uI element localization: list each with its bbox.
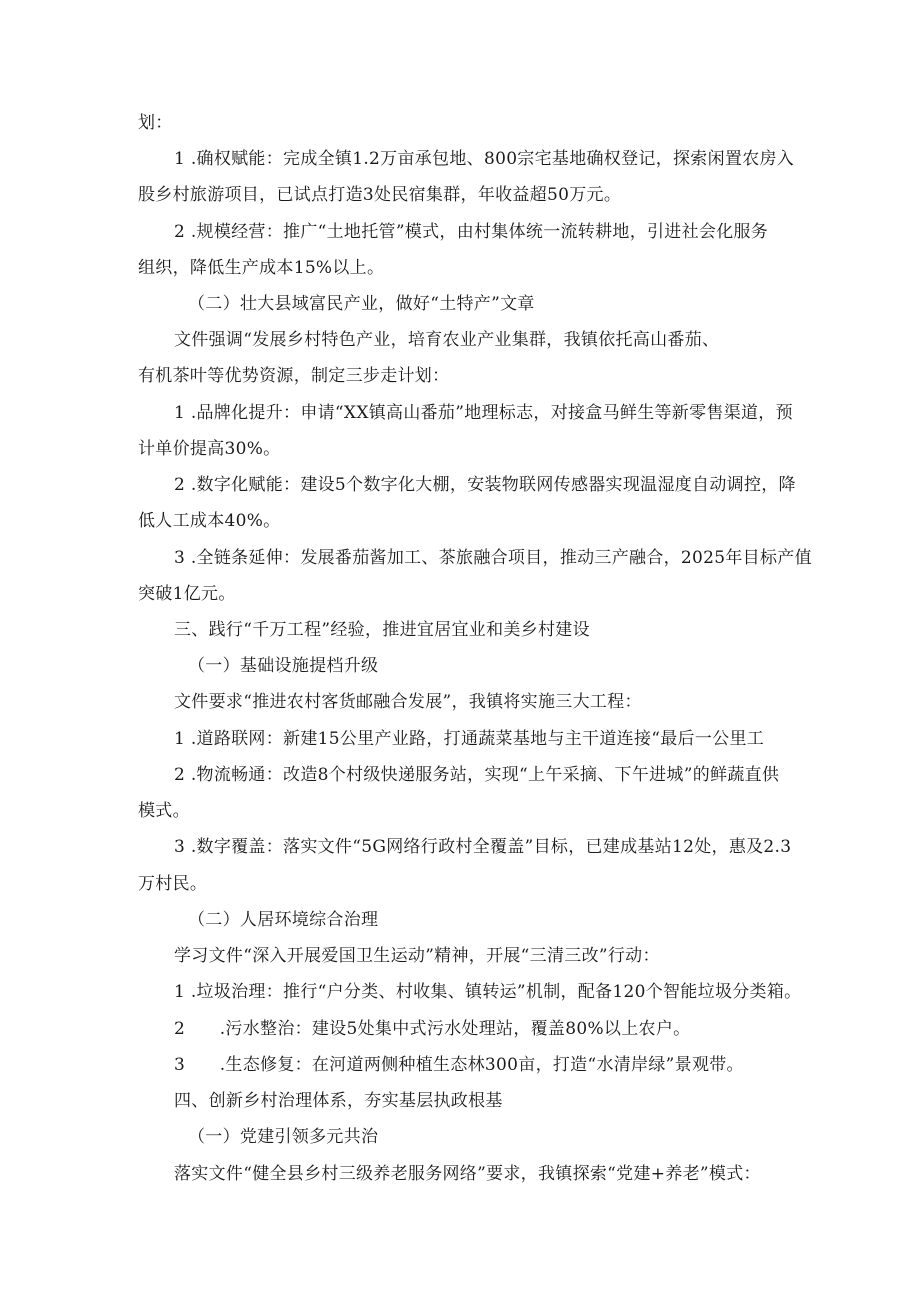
text-line: 突破1亿元。 <box>138 584 236 604</box>
text-line: 2 .污水整治：建设5处集中式污水处理站，覆盖80%以上农户。 <box>174 1019 691 1039</box>
text-line: 低人工成本40%。 <box>138 511 281 531</box>
text-line: 有机茶叶等优势资源，制定三步走计划： <box>138 366 450 386</box>
section-heading: 四、创新乡村治理体系，夯实基层执政根基 <box>174 1091 503 1111</box>
section-heading: 三、践行“千万工程”经验，推进宜居宜业和美乡村建设 <box>174 620 590 640</box>
text-line: 组织，降低生产成本15%以上。 <box>138 258 385 278</box>
text-line: 万村民。 <box>138 874 208 894</box>
text-line: 落实文件“健全县乡村三级养老服务网络”要求，我镇探索“党建+养老”模式： <box>174 1164 761 1184</box>
text-line: 2 .数字化赋能：建设5个数字化大棚，安装物联网传感器实现温湿度自动调控，降 <box>174 475 796 495</box>
text-line: 计单价提高30%。 <box>138 439 281 459</box>
text-line: 3 .生态修复：在河道两侧种植生态林300亩，打造“水清岸绿”景观带。 <box>174 1055 744 1075</box>
section-heading: （二）壮大县域富民产业，做好“土特产”文章 <box>188 294 535 314</box>
text-line: 划： <box>138 113 173 133</box>
text-line: 3 .全链条延伸：发展番茄酱加工、茶旅融合项目，推动三产融合，2025年目标产值 <box>174 548 812 568</box>
text-line: 2 .物流畅通：改造8个村级快递服务站，实现“上午采摘、下午进城”的鲜蔬直供 <box>174 765 780 785</box>
text-line: 1 .道路联网：新建15公里产业路，打通蔬菜基地与主干道连接“最后一公里工 <box>174 729 765 749</box>
text-line: 1 .品牌化提升：申请“XX镇高山番茄”地理标志，对接盒马鲜生等新零售渠道，预 <box>174 403 793 423</box>
text-line: 3 .数字覆盖：落实文件“5G网络行政村全覆盖”目标，已建成基站12处，惠及2.3 <box>174 837 792 857</box>
text-line: 模式。 <box>138 801 190 821</box>
section-heading: （一）基础设施提档升级 <box>188 656 379 676</box>
text-line: 文件强调“发展乡村特色产业，培育农业产业集群，我镇依托高山番茄、 <box>174 330 720 350</box>
text-line: 文件要求“推进农村客货邮融合发展”，我镇将实施三大工程： <box>174 692 642 712</box>
text-line: 1 .垃圾治理：推行“户分类、村收集、镇转运”机制，配备120个智能垃圾分类箱。 <box>174 982 802 1002</box>
text-line: 2 .规模经营：推广“土地托管”模式，由村集体统一流转耕地，引进社会化服务 <box>174 222 769 242</box>
text-line: 学习文件“深入开展爱国卫生运动”精神，开展“三清三改”行动： <box>174 946 660 966</box>
text-line: 股乡村旅游项目，已试点打造3处民宿集群，年收益超50万元。 <box>138 185 622 205</box>
section-heading: （二）人居环境综合治理 <box>188 910 379 930</box>
section-heading: （一）党建引领多元共治 <box>188 1127 379 1147</box>
text-line: 1 .确权赋能：完成全镇1.2万亩承包地、800宗宅基地确权登记，探索闲置农房入 <box>174 149 795 169</box>
